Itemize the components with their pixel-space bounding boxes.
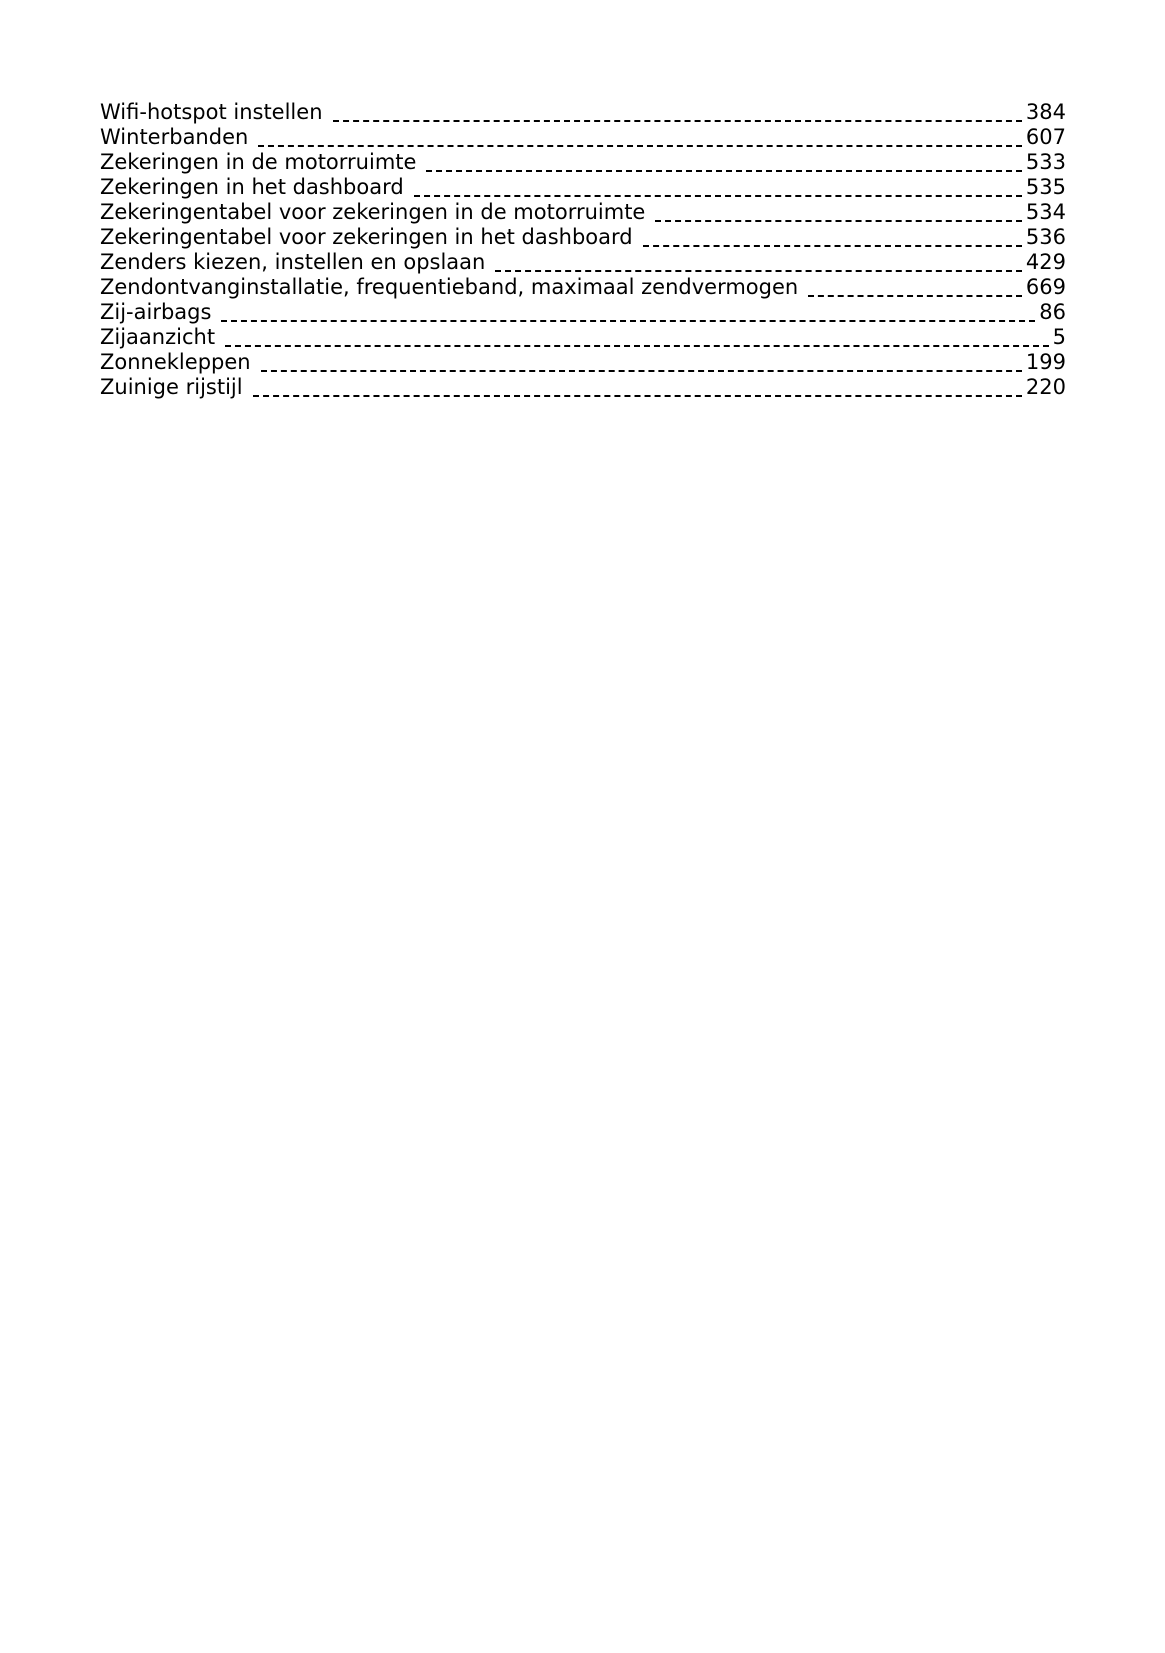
page-number[interactable]: 669	[1025, 275, 1066, 299]
index-entry[interactable]	[100, 175, 1066, 200]
dot-leader	[414, 195, 1022, 197]
index-term: Zendontvanginstallatie, frequentieband, maximaal zendvermogen	[100, 275, 799, 299]
index-term: Zekeringentabel voor zekeringen in de motorruimte	[100, 200, 646, 224]
page-number[interactable]: 199	[1025, 350, 1066, 374]
index-entry[interactable]	[100, 375, 1066, 400]
page-number[interactable]: 86	[1039, 300, 1066, 324]
page-number[interactable]: 220	[1025, 375, 1066, 399]
page-number[interactable]: 534	[1025, 200, 1066, 224]
dot-leader	[333, 120, 1022, 122]
index-term: Zekeringentabel voor zekeringen in het dashboard	[100, 225, 633, 249]
dot-leader	[426, 170, 1021, 172]
dot-leader	[261, 370, 1022, 372]
page-number[interactable]: 5	[1052, 325, 1066, 349]
index-entry[interactable]	[100, 125, 1066, 150]
index-entry[interactable]	[100, 100, 1066, 125]
index-term: Zekeringen in de motorruimte	[100, 150, 417, 174]
index-term: Zonnekleppen	[100, 350, 251, 374]
dot-leader	[221, 320, 1035, 322]
index-entry[interactable]	[100, 150, 1066, 175]
page-number[interactable]: 536	[1025, 225, 1066, 249]
dot-leader	[258, 145, 1022, 147]
index-term: Zij-airbags	[100, 300, 212, 324]
page-number[interactable]: 607	[1025, 125, 1066, 149]
index-entry[interactable]	[100, 300, 1066, 325]
index-entry[interactable]	[100, 350, 1066, 375]
index-term: Wifi-hotspot instellen	[100, 100, 323, 124]
index-term: Zijaanzicht	[100, 325, 216, 349]
index-entry[interactable]	[100, 250, 1066, 275]
index-entry[interactable]	[100, 275, 1066, 300]
index-term: Winterbanden	[100, 125, 249, 149]
page-number[interactable]: 535	[1025, 175, 1066, 199]
dot-leader	[225, 345, 1049, 347]
index-term: Zenders kiezen, instellen en opslaan	[100, 250, 486, 274]
index-term: Zekeringen in het dashboard	[100, 175, 404, 199]
dot-leader	[655, 220, 1022, 222]
page-number[interactable]: 429	[1025, 250, 1066, 274]
index-list	[100, 100, 1066, 400]
dot-leader	[808, 295, 1022, 297]
page-number[interactable]: 384	[1025, 100, 1066, 124]
index-term: Zuinige rijstijl	[100, 375, 243, 399]
dot-leader	[495, 270, 1022, 272]
index-entry[interactable]	[100, 325, 1066, 350]
dot-leader	[643, 245, 1022, 247]
index-entry[interactable]	[100, 200, 1066, 225]
index-entry[interactable]	[100, 225, 1066, 250]
page-number[interactable]: 533	[1025, 150, 1066, 174]
dot-leader	[253, 395, 1022, 397]
